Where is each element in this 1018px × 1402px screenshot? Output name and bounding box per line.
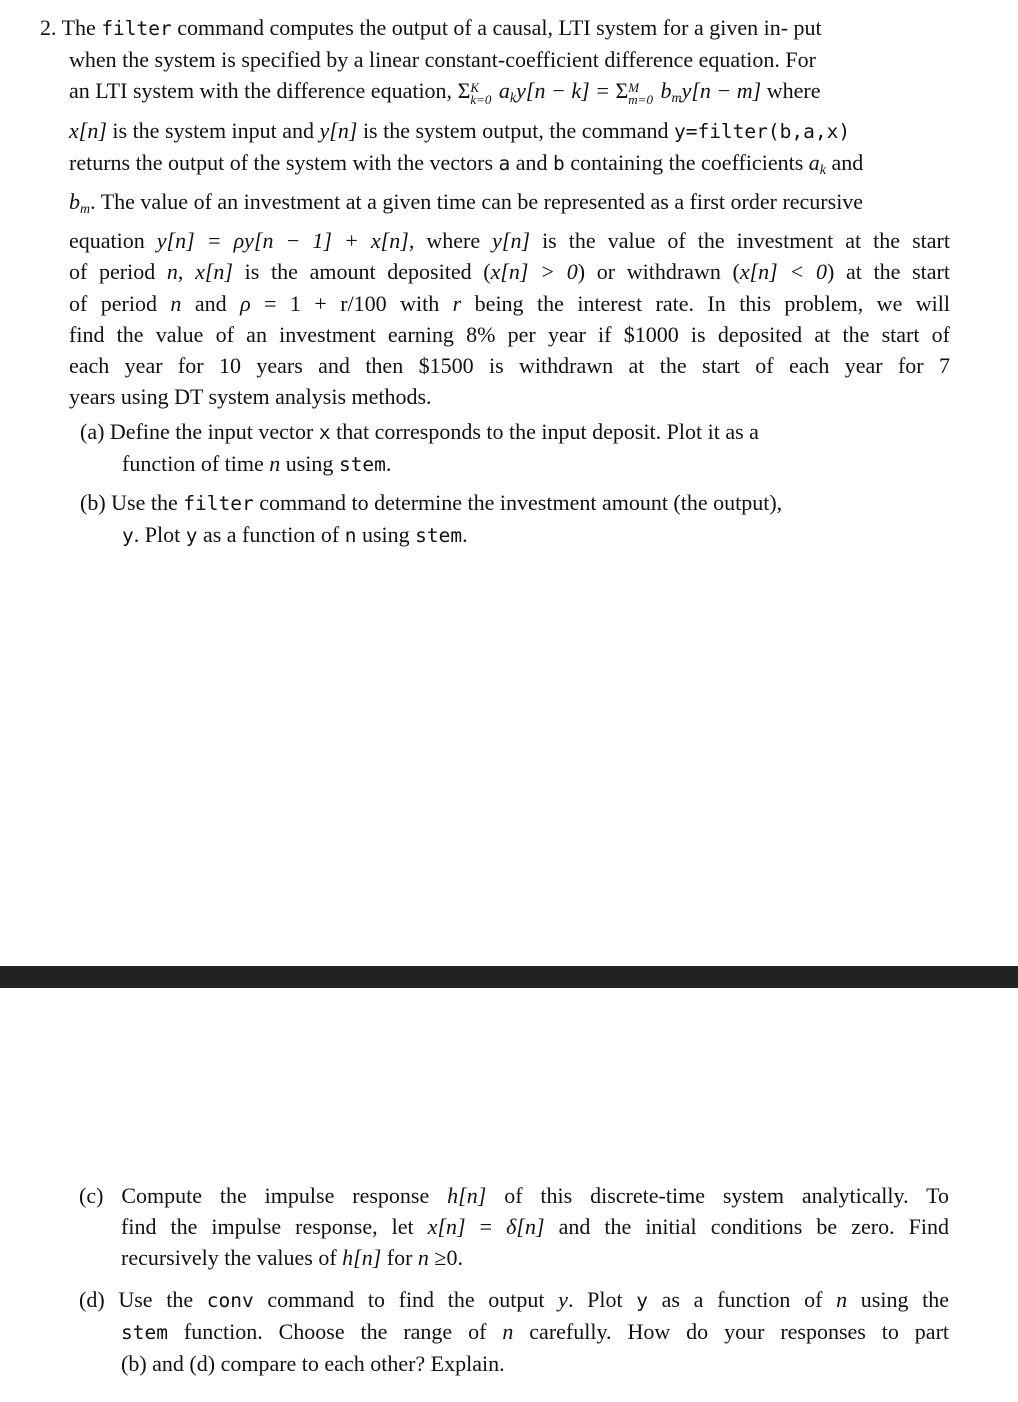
intro-line-6: $b_m$. The value of an investment at a given time can be represented as a first order recursive	[69, 189, 864, 218]
part-a	[80, 416, 950, 480]
intro-line-7: equation y[n] = ρy[n − 1] + x[n], where y[n] is the value of the investment at the start	[69, 228, 950, 254]
part-d-line-3: (b) and (d) compare to each other? Explain.	[121, 1351, 505, 1377]
part-b-line-2: y. Plot y as a function of n using stem.	[122, 522, 468, 548]
intro-line-5: returns the output of the system with the vectors a and b containing the coefficients $a_k$ and	[69, 149, 864, 178]
part-c	[79, 1180, 949, 1274]
problem-number: 2.	[40, 15, 57, 40]
sum-symbol: Σ	[457, 78, 471, 104]
problem-statement	[40, 12, 950, 412]
code-filter: filter	[101, 17, 172, 40]
part-d	[79, 1284, 949, 1380]
intro-line-11: each year for 10 years and then $1500 is withdrawn at the start of each year for 7	[69, 353, 950, 379]
part-c-line-3: recursively the values of h[n] for n ≥0.	[121, 1245, 463, 1271]
part-b-line-1: (b) Use the filter command to determine the investment amount (the output),	[80, 490, 783, 515]
part-c-line-2: find the impulse response, let x[n] = δ[n] and the initial conditions be zero. Find	[121, 1214, 949, 1240]
recursive-equation: y[n] = ρy[n − 1] + x[n]	[156, 228, 409, 254]
intro-line-8: of period n, x[n] is the amount deposited (x[n] > 0) or withdrawn (x[n] < 0) at the start	[69, 259, 950, 285]
part-a-line-2: function of time n using stem.	[122, 451, 392, 477]
page-divider	[0, 966, 1018, 988]
part-b	[80, 487, 950, 551]
part-c-line-1: (c) Compute the impulse response h[n] of this discrete-time system analytically. To	[79, 1183, 949, 1208]
intro-line-4: x[n] is the system input and y[n] is the system output, the command y=filter(b,a,x)	[69, 117, 851, 143]
intro-line-10: find the value of an investment earning 8% per year if $1000 is deposited at the start of	[69, 321, 950, 347]
intro-line-12: years using DT system analysis methods.	[69, 384, 432, 410]
part-d-line-2: stem function. Choose the range of n carefully. How do your responses to part	[121, 1319, 950, 1345]
code-filter-call: y=filter(b,a,x)	[673, 119, 851, 143]
intro-line-9: of period n and ρ = 1 + r/100 with r being the interest rate. In this problem, we will	[69, 290, 951, 316]
intro-line-2: when the system is specified by a linear constant-coefficient difference equation. For	[69, 47, 816, 73]
part-a-line-1: (a) Define the input vector x that corresponds to the input deposit. Plot it as a	[80, 419, 759, 444]
part-d-line-1: (d) Use the conv command to find the output y. Plot y as a function of n using the	[79, 1287, 949, 1312]
intro-line-3: an LTI system with the difference equation, Σ K k=0 $a_ky[n - k] = \Sigma$ M m=0 $b_my[n - m]$ where	[69, 78, 821, 108]
sum-symbol: Σ	[615, 78, 629, 104]
intro-line-1: 2. The filter command computes the output of a causal, LTI system for a given in- put	[40, 15, 822, 40]
